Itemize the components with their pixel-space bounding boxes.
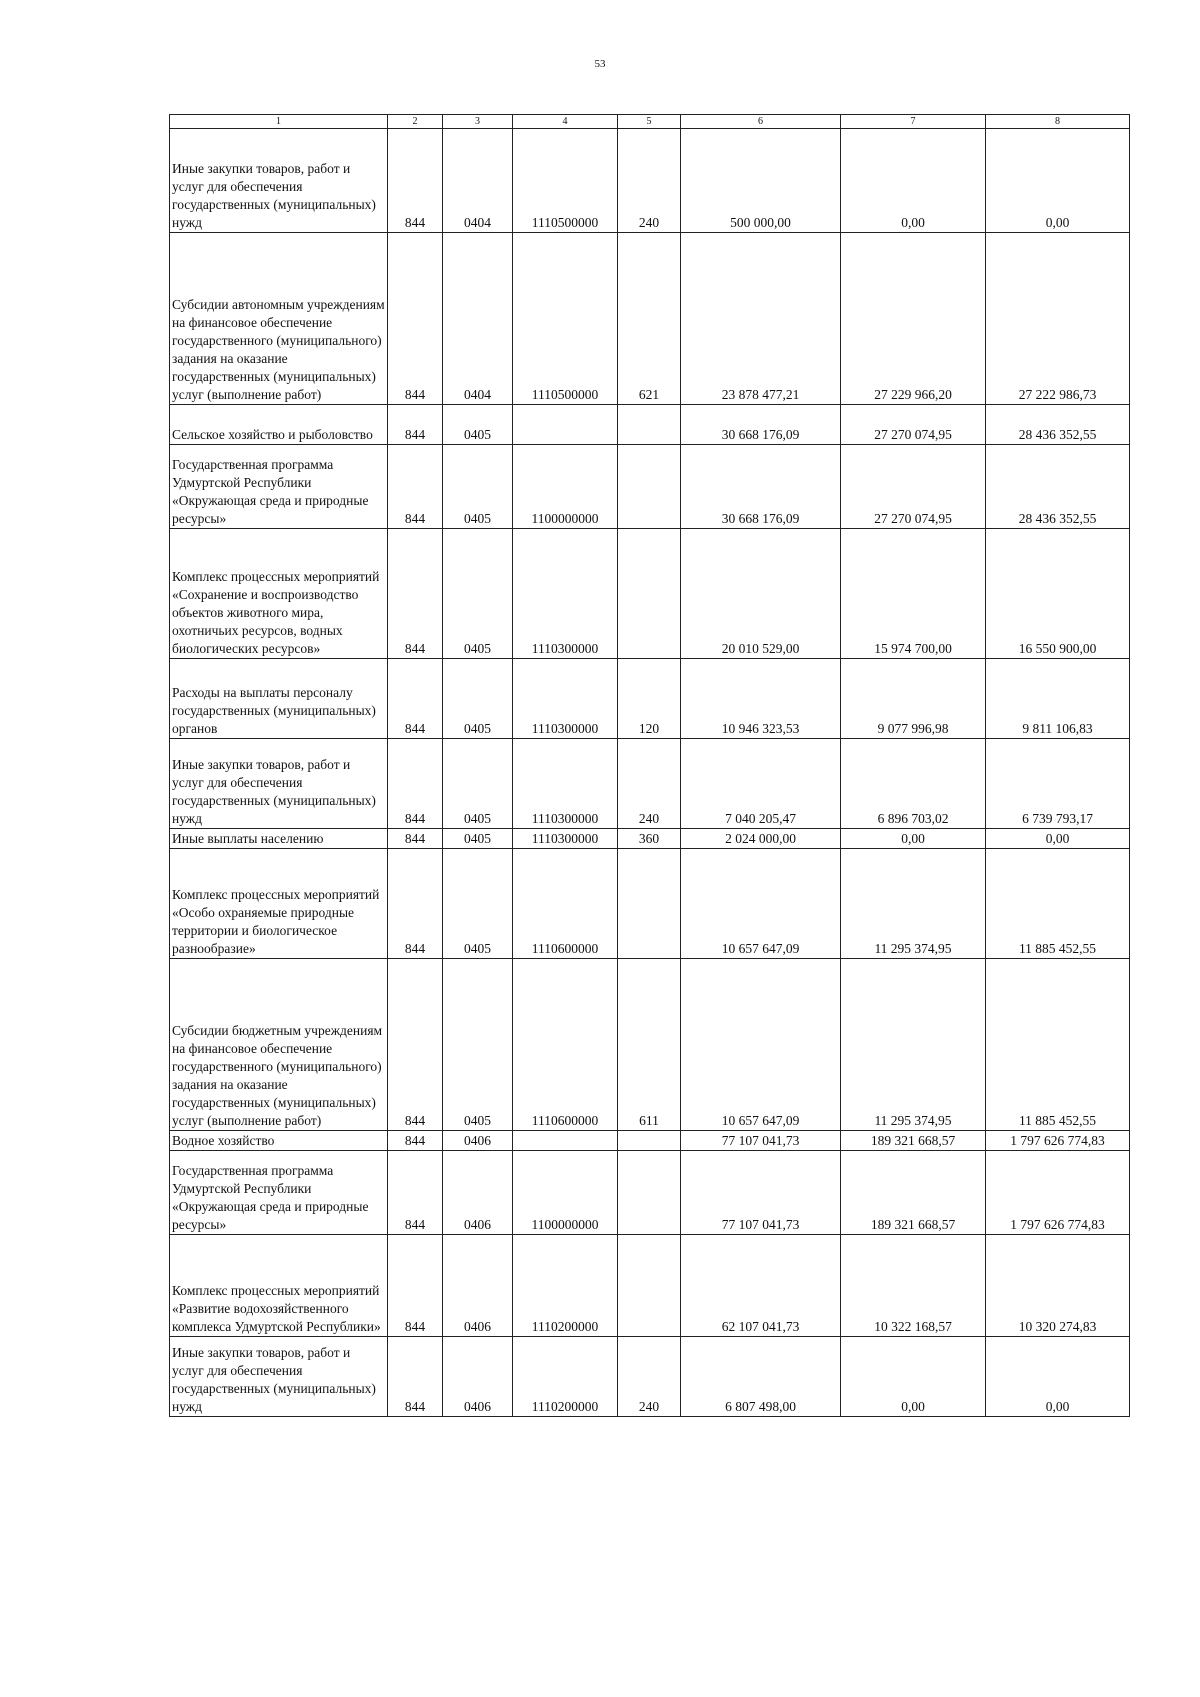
amount-year-2: 15 974 700,00 (841, 529, 986, 659)
section-code: 0404 (443, 233, 513, 405)
target-code: 1110300000 (513, 529, 618, 659)
column-number: 6 (681, 115, 841, 129)
amount-year-1: 23 878 477,21 (681, 233, 841, 405)
expense-kind-code (618, 1151, 681, 1235)
amount-year-3: 0,00 (986, 829, 1130, 849)
table-row (170, 445, 1130, 529)
amount-year-2: 0,00 (841, 1337, 986, 1417)
amount-year-1: 7 040 205,47 (681, 739, 841, 829)
expense-name: Субсидии автономным учреждениям на финансовое обеспечение государственного (муниципального) задания на оказание государственных (муниципальных) услуг (выполнение работ) (170, 233, 388, 405)
amount-year-3: 1 797 626 774,83 (986, 1131, 1130, 1151)
table-row (170, 1131, 1130, 1151)
ministry-code: 844 (388, 849, 443, 959)
amount-year-3: 0,00 (986, 1337, 1130, 1417)
table-row (170, 233, 1130, 405)
expense-kind-code (618, 529, 681, 659)
ministry-code: 844 (388, 739, 443, 829)
amount-year-3: 9 811 106,83 (986, 659, 1130, 739)
table-row (170, 849, 1130, 959)
section-code: 0406 (443, 1235, 513, 1337)
amount-year-3: 28 436 352,55 (986, 445, 1130, 529)
ministry-code: 844 (388, 829, 443, 849)
expense-name: Иные закупки товаров, работ и услуг для обеспечения государственных (муниципальных) нужд (170, 129, 388, 233)
amount-year-3: 27 222 986,73 (986, 233, 1130, 405)
ministry-code: 844 (388, 445, 443, 529)
amount-year-2: 0,00 (841, 129, 986, 233)
ministry-code: 844 (388, 529, 443, 659)
expense-name: Государственная программа Удмуртской Республики «Окружающая среда и природные ресурсы» (170, 445, 388, 529)
amount-year-1: 77 107 041,73 (681, 1131, 841, 1151)
target-code (513, 405, 618, 445)
target-code: 1100000000 (513, 1151, 618, 1235)
column-number: 8 (986, 115, 1130, 129)
expense-name: Комплекс процессных мероприятий «Особо охраняемые природные территории и биологическое разнообразие» (170, 849, 388, 959)
amount-year-3: 16 550 900,00 (986, 529, 1130, 659)
expense-kind-code (618, 445, 681, 529)
target-code: 1110500000 (513, 233, 618, 405)
expense-kind-code: 120 (618, 659, 681, 739)
amount-year-1: 30 668 176,09 (681, 405, 841, 445)
table-row (170, 739, 1130, 829)
ministry-code: 844 (388, 659, 443, 739)
target-code (513, 1131, 618, 1151)
ministry-code: 844 (388, 129, 443, 233)
section-code: 0406 (443, 1151, 513, 1235)
amount-year-1: 500 000,00 (681, 129, 841, 233)
expense-name: Иные закупки товаров, работ и услуг для обеспечения государственных (муниципальных) нужд (170, 739, 388, 829)
amount-year-3: 28 436 352,55 (986, 405, 1130, 445)
amount-year-1: 77 107 041,73 (681, 1151, 841, 1235)
table-row (170, 1151, 1130, 1235)
target-code: 1100000000 (513, 445, 618, 529)
expense-name: Комплекс процессных мероприятий «Сохранение и воспроизводство объектов животного мира, охотничьих ресурсов, водных биологических ресурсов» (170, 529, 388, 659)
table-row (170, 129, 1130, 233)
expense-name: Иные выплаты населению (170, 829, 388, 849)
table-row (170, 959, 1130, 1131)
expense-name: Водное хозяйство (170, 1131, 388, 1151)
expense-kind-code (618, 1235, 681, 1337)
amount-year-2: 27 229 966,20 (841, 233, 986, 405)
expense-name: Сельское хозяйство и рыболовство (170, 405, 388, 445)
expense-kind-code (618, 1131, 681, 1151)
table-row (170, 405, 1130, 445)
expense-name: Расходы на выплаты персоналу государственных (муниципальных) органов (170, 659, 388, 739)
amount-year-2: 189 321 668,57 (841, 1131, 986, 1151)
section-code: 0406 (443, 1131, 513, 1151)
amount-year-2: 0,00 (841, 829, 986, 849)
amount-year-1: 10 657 647,09 (681, 849, 841, 959)
table-body (170, 129, 1130, 1417)
expense-name: Иные закупки товаров, работ и услуг для обеспечения государственных (муниципальных) нужд (170, 1337, 388, 1417)
column-number-row (170, 115, 1130, 129)
amount-year-1: 62 107 041,73 (681, 1235, 841, 1337)
target-code: 1110300000 (513, 829, 618, 849)
ministry-code: 844 (388, 1337, 443, 1417)
ministry-code: 844 (388, 405, 443, 445)
table-row (170, 1235, 1130, 1337)
expense-kind-code: 360 (618, 829, 681, 849)
amount-year-2: 9 077 996,98 (841, 659, 986, 739)
section-code: 0405 (443, 405, 513, 445)
amount-year-2: 27 270 074,95 (841, 405, 986, 445)
amount-year-1: 20 010 529,00 (681, 529, 841, 659)
column-number: 4 (513, 115, 618, 129)
amount-year-1: 10 946 323,53 (681, 659, 841, 739)
ministry-code: 844 (388, 1131, 443, 1151)
section-code: 0405 (443, 739, 513, 829)
expense-kind-code: 240 (618, 1337, 681, 1417)
section-code: 0405 (443, 529, 513, 659)
budget-table (169, 114, 1130, 1417)
table-row (170, 659, 1130, 739)
expense-kind-code (618, 405, 681, 445)
expense-kind-code: 611 (618, 959, 681, 1131)
section-code: 0405 (443, 445, 513, 529)
amount-year-2: 11 295 374,95 (841, 959, 986, 1131)
ministry-code: 844 (388, 959, 443, 1131)
amount-year-1: 2 024 000,00 (681, 829, 841, 849)
target-code: 1110200000 (513, 1235, 618, 1337)
table-row (170, 1337, 1130, 1417)
target-code: 1110600000 (513, 959, 618, 1131)
table-row (170, 529, 1130, 659)
amount-year-3: 11 885 452,55 (986, 849, 1130, 959)
section-code: 0405 (443, 849, 513, 959)
expense-kind-code: 240 (618, 129, 681, 233)
amount-year-3: 1 797 626 774,83 (986, 1151, 1130, 1235)
amount-year-2: 10 322 168,57 (841, 1235, 986, 1337)
table-row (170, 829, 1130, 849)
column-number: 1 (170, 115, 388, 129)
target-code: 1110200000 (513, 1337, 618, 1417)
column-number: 5 (618, 115, 681, 129)
expense-kind-code: 240 (618, 739, 681, 829)
amount-year-3: 11 885 452,55 (986, 959, 1130, 1131)
amount-year-2: 11 295 374,95 (841, 849, 986, 959)
amount-year-3: 0,00 (986, 129, 1130, 233)
page-number: 53 (594, 58, 606, 70)
ministry-code: 844 (388, 1235, 443, 1337)
section-code: 0406 (443, 1337, 513, 1417)
amount-year-3: 6 739 793,17 (986, 739, 1130, 829)
target-code: 1110300000 (513, 739, 618, 829)
target-code: 1110500000 (513, 129, 618, 233)
expense-kind-code: 621 (618, 233, 681, 405)
ministry-code: 844 (388, 1151, 443, 1235)
target-code: 1110600000 (513, 849, 618, 959)
expense-name: Комплекс процессных мероприятий «Развитие водохозяйственного комплекса Удмуртской Республики» (170, 1235, 388, 1337)
section-code: 0404 (443, 129, 513, 233)
expense-name: Субсидии бюджетным учреждениям на финансовое обеспечение государственного (муниципального) задания на оказание государственных (муниципальных) услуг (выполнение работ) (170, 959, 388, 1131)
column-number: 7 (841, 115, 986, 129)
amount-year-3: 10 320 274,83 (986, 1235, 1130, 1337)
ministry-code: 844 (388, 233, 443, 405)
expense-name: Государственная программа Удмуртской Республики «Окружающая среда и природные ресурсы» (170, 1151, 388, 1235)
amount-year-2: 189 321 668,57 (841, 1151, 986, 1235)
section-code: 0405 (443, 829, 513, 849)
section-code: 0405 (443, 959, 513, 1131)
section-code: 0405 (443, 659, 513, 739)
amount-year-1: 6 807 498,00 (681, 1337, 841, 1417)
amount-year-1: 10 657 647,09 (681, 959, 841, 1131)
amount-year-2: 27 270 074,95 (841, 445, 986, 529)
column-number: 2 (388, 115, 443, 129)
column-number: 3 (443, 115, 513, 129)
amount-year-1: 30 668 176,09 (681, 445, 841, 529)
amount-year-2: 6 896 703,02 (841, 739, 986, 829)
target-code: 1110300000 (513, 659, 618, 739)
expense-kind-code (618, 849, 681, 959)
